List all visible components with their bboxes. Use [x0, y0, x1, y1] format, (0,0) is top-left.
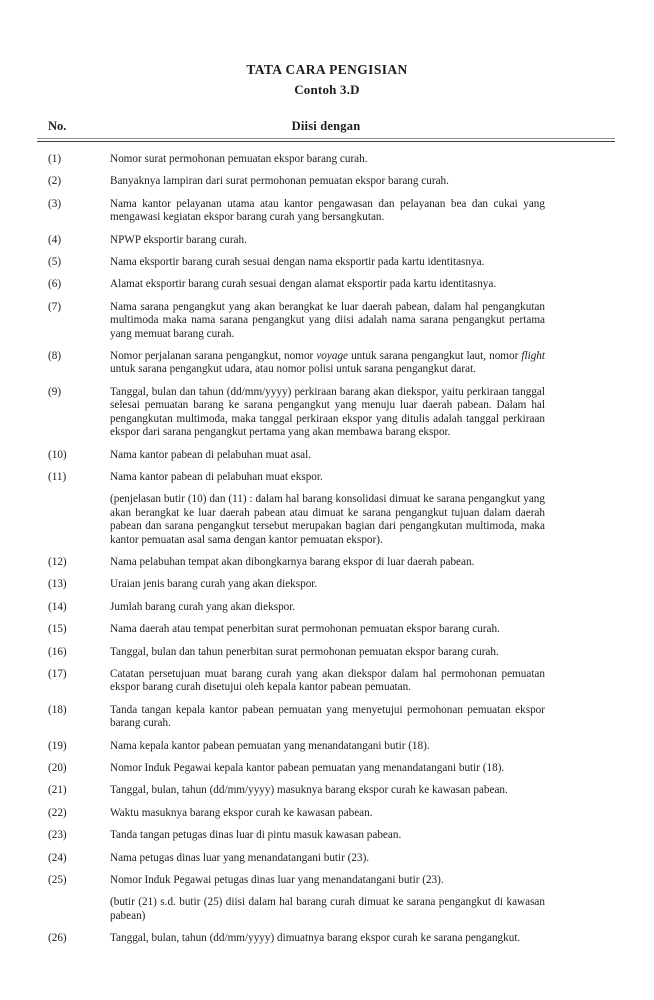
row-text: NPWP eksportir barang curah. [110, 233, 247, 246]
row-text: Nomor Induk Pegawai kepala kantor pabean pemuatan yang menandatangani butir (18). [110, 762, 505, 774]
row-number: (26) [48, 932, 67, 945]
row-text: Jumlah barang curah yang akan diekspor. [110, 600, 296, 613]
row-number: (25) [48, 874, 67, 887]
row-text: Waktu masuknya barang ekspor curah ke kawasan pabean. [110, 806, 373, 819]
row-text: Alamat eksportir barang curah sesuai dengan alamat eksportir pada kartu identitasnya. [110, 278, 497, 291]
row-number [37, 493, 110, 547]
row-number: (20) [48, 762, 67, 774]
row-number: (7) [48, 300, 62, 313]
row-text: Nama pelabuhan tempat akan dibongkarnya barang ekspor di luar daerah pabean. [110, 555, 475, 568]
row-text: Nomor perjalanan sarana pengangkut, nomor voyage untuk sarana pengangkut laut, nomor flight untuk sarana pengangkut udara, atau nomor polisi untuk sarana pengangkut darat. [110, 350, 545, 376]
row-number: (6) [48, 278, 62, 291]
row-number: (9) [48, 385, 62, 398]
row-number: (15) [48, 623, 67, 636]
row-number: (14) [48, 600, 67, 613]
column-header-diisi-dengan: Diisi dengan [291, 119, 361, 133]
instruction-table [37, 119, 615, 946]
row-text: Nama kantor pabean di pelabuhan muat asal. [110, 448, 311, 461]
row-text: Nama daerah atau tempat penerbitan surat permohonan pemuatan ekspor barang curah. [110, 623, 500, 636]
row-text: Uraian jenis barang curah yang akan diekspor. [110, 578, 318, 591]
table-row [37, 623, 615, 636]
table-row [37, 784, 615, 797]
table-row [37, 350, 615, 377]
table-row [37, 932, 615, 945]
row-text: Tanggal, bulan, tahun (dd/mm/yyyy) masuknya barang ekspor curah ke kawasan pabean. [110, 784, 508, 797]
row-text: Nomor Induk Pegawai petugas dinas luar yang menandatangani butir (23). [110, 874, 444, 887]
table-rows [37, 142, 615, 946]
row-number: (17) [48, 667, 67, 680]
row-text: Catatan persetujuan muat barang curah yang akan diekspor dalam hal permohonan pemuatan ekspor barang curah disetujui oleh kepala kantor pabean pemuatan. [110, 667, 545, 694]
row-number: (4) [48, 233, 62, 246]
table-row [37, 601, 615, 614]
table-row [37, 578, 615, 591]
table-row [37, 740, 615, 753]
row-number: (10) [48, 448, 67, 461]
row-number: (1) [48, 153, 62, 165]
page-subtitle: Contoh 3.D [294, 82, 360, 97]
table-row [37, 668, 615, 695]
table-note-row [37, 493, 615, 547]
table-row [37, 762, 615, 775]
table-row [37, 449, 615, 462]
table-row [37, 198, 615, 225]
row-number: (3) [48, 197, 62, 210]
row-text: Nama eksportir barang curah sesuai dengan nama eksportir pada kartu identitasnya. [110, 256, 485, 269]
row-text: Nama petugas dinas luar yang menandatangani butir (23). [110, 851, 370, 864]
row-text: (penjelasan butir (10) dan (11) : dalam hal barang konsolidasi dimuat ke sarana pengangkut yang akan berangkat ke luar daerah pabean atau dimuat ke sarana pengangkut tujuan dalam daerah pabean dan sarana pengangkut tersebut merupakan bagian dari pengangkutan multimoda, maka kantor pemuatan asal sama dengan kantor pemuatan ekspor). [110, 493, 545, 546]
table-row [37, 301, 615, 341]
column-header-no: No. [48, 119, 67, 133]
row-text: (butir (21) s.d. butir (25) diisi dalam hal barang curah dimuat ke sarana pengangkut di kawasan pabean) [110, 896, 545, 922]
table-row [37, 153, 615, 166]
table-row [37, 829, 615, 842]
row-text: Nama kantor pelayanan utama atau kantor pengawasan dan pelayanan bea dan cukai yang mengawasi kegiatan ekspor barang curah yang bersangkutan. [110, 197, 545, 224]
table-header-row [37, 119, 615, 134]
table-row [37, 386, 615, 440]
row-number: (8) [48, 350, 62, 363]
row-number: (19) [48, 739, 67, 752]
row-number: (11) [48, 470, 67, 483]
table-row [37, 278, 615, 291]
row-number: (18) [48, 703, 67, 716]
table-row [37, 646, 615, 659]
row-number: (22) [48, 806, 67, 819]
row-text: Tanggal, bulan dan tahun penerbitan surat permohonan pemuatan ekspor barang curah. [110, 645, 499, 658]
table-row [37, 256, 615, 269]
row-number: (24) [48, 851, 67, 864]
table-row [37, 704, 615, 731]
table-row [37, 874, 615, 887]
row-text: Nama kepala kantor pabean pemuatan yang menandatangani butir (18). [110, 739, 430, 752]
row-number [37, 896, 110, 923]
row-number: (21) [48, 784, 67, 797]
row-number: (12) [48, 555, 67, 568]
table-row [37, 234, 615, 247]
row-text: Banyaknya lampiran dari surat permohonan pemuatan ekspor barang curah. [110, 175, 449, 188]
row-text: Nama kantor pabean di pelabuhan muat ekspor. [110, 470, 323, 483]
row-number: (13) [48, 578, 67, 591]
row-number: (5) [48, 256, 62, 269]
row-text: Tanda tangan kepala kantor pabean pemuatan yang menyetujui permohonan pemuatan ekspor barang curah. [110, 703, 545, 730]
table-row [37, 471, 615, 484]
table-row [37, 175, 615, 188]
row-text: Tanggal, bulan, tahun (dd/mm/yyyy) dimuatnya barang ekspor curah ke sarana pengangkut. [110, 932, 521, 945]
row-text: Nomor surat permohonan pemuatan ekspor barang curah. [110, 153, 368, 165]
page-title: TATA CARA PENGISIAN [246, 62, 408, 77]
row-text: Tanggal, bulan dan tahun (dd/mm/yyyy) perkiraan barang akan diekspor, yaitu perkiraan tanggal selesai pemuatan barang ke sarana pengangkut yang menuju luar daerah pabean. Dalam hal pengangkutan multimoda, maka tanggal perkiraan ekspor yang ditulis adalah tanggal perkiraan ekspor dari sarana pengangkut pertama yang akan membawa barang ekspor. [110, 385, 545, 439]
table-row [37, 556, 615, 569]
row-number: (16) [48, 645, 67, 658]
table-row [37, 807, 615, 820]
row-number: (23) [48, 829, 67, 842]
row-number: (2) [48, 175, 62, 188]
row-text: Nama sarana pengangkut yang akan berangkat ke luar daerah pabean, dalam hal pengangkutan multimoda maka nama sarana pengangkut yang diisi adalah nama sarana pengangkut pertama yang memuat barang curah. [110, 300, 545, 340]
table-note-row [37, 896, 615, 923]
row-text: Tanda tangan petugas dinas luar di pintu masuk kawasan pabean. [110, 829, 402, 842]
table-row [37, 852, 615, 865]
